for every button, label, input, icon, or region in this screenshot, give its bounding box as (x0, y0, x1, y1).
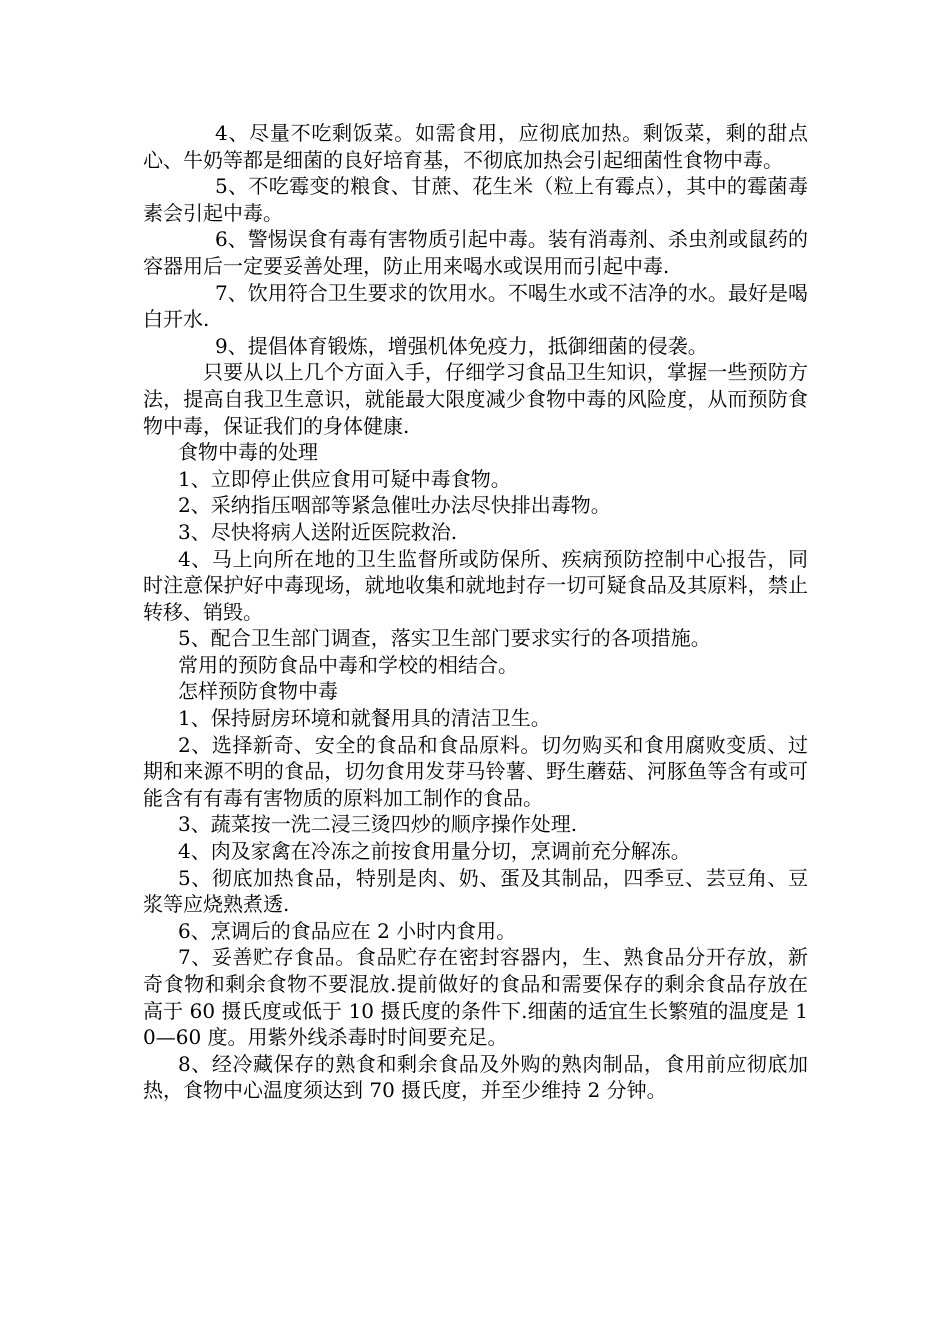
paragraph-prevention-2: 2、选择新奇、安全的食品和食品原料。切勿购买和食用腐败变质、过期和来源不明的食品，切勿食用发芽马铃薯、野生蘑菇、河豚鱼等含有或可能含有有毒有害物质的原料加工制作的食品。 (143, 732, 808, 810)
paragraph-prevention-7: 7、妥善贮存食品。食品贮存在密封容器内，生、熟食品分开存放，新奇食物和剩余食物不要混放.提前做好的食品和需要保存的剩余食品存放在高于 60 摄氏度或低于 10 摄氏度的条件下.细菌的适宜生长繁殖的温度是 10—60 度。用紫外线杀毒时时间要充足。 (143, 945, 808, 1050)
paragraph-prevention-8: 8、经冷藏保存的熟食和剩余食品及外购的熟肉制品，食用前应彻底加热，食物中心温度须达到 70 摄氏度，并至少维持 2 分钟。 (143, 1051, 808, 1103)
paragraph-treatment-1: 1、立即停止供应食用可疑中毒食物。 (178, 466, 511, 491)
document-page (143, 120, 808, 1104)
paragraph-tip-9: 9、提倡体育锻炼，增强机体免疫力，抵御细菌的侵袭。 (215, 333, 708, 358)
paragraph-tip-6: 6、警惕误食有毒有害物质引起中毒。装有消毒剂、杀虫剂或鼠药的容器用后一定要妥善处理，防止用来喝水或误用而引起中毒. (143, 227, 808, 278)
section-heading-prevention: 怎样预防食物中毒 (178, 679, 338, 704)
paragraph-treatment-3: 3、尽快将病人送附近医院救治. (178, 519, 458, 544)
section-heading-treatment: 食物中毒的处理 (178, 440, 318, 465)
paragraph-treatment-2: 2、采纳指压咽部等紧急催吐办法尽快排出毒物。 (178, 493, 611, 518)
paragraph-treatment-5: 5、配合卫生部门调查，落实卫生部门要求实行的各项措施。 (178, 626, 711, 651)
paragraph-summary: 只要从以上几个方面入手，仔细学习食品卫生知识，掌握一些预防方法，提高自我卫生意识，就能最大限度减少食物中毒的风险度，从而预防食物中毒，保证我们的身体健康. (143, 360, 808, 438)
paragraph-prevention-5: 5、彻底加热食品，特别是肉、奶、蛋及其制品，四季豆、芸豆角、豆浆等应烧熟煮透. (143, 865, 808, 917)
paragraph-prevention-6: 6、烹调后的食品应在 2 小时内食用。 (178, 918, 517, 943)
paragraph-prevention-4: 4、肉及家禽在冷冻之前按食用量分切，烹调前充分解冻。 (178, 839, 691, 864)
paragraph-tip-4: 4、尽量不吃剩饭菜。如需食用，应彻底加热。剩饭菜，剩的甜点心、牛奶等都是细菌的良好培育基，不彻底加热会引起细菌性食物中毒。 (143, 121, 808, 172)
paragraph-tip-7: 7、饮用符合卫生要求的饮用水。不喝生水或不洁净的水。最好是喝白开水. (143, 280, 808, 332)
paragraph-prevention-3: 3、蔬菜按一洗二浸三烫四炒的顺序操作处理. (178, 812, 578, 837)
paragraph-treatment-4: 4、马上向所在地的卫生监督所或防保所、疾病预防控制中心报告，同时注意保护好中毒现场，就地收集和就地封存一切可疑食品及其原料，禁止转移、销毁。 (143, 546, 808, 624)
paragraph-prevention-1: 1、保持厨房环境和就餐用具的清洁卫生。 (178, 706, 551, 731)
paragraph-school-note: 常用的预防食品中毒和学校的相结合。 (178, 652, 518, 677)
paragraph-tip-5: 5、不吃霉变的粮食、甘蔗、花生米（粒上有霉点），其中的霉菌毒素会引起中毒。 (143, 174, 808, 225)
